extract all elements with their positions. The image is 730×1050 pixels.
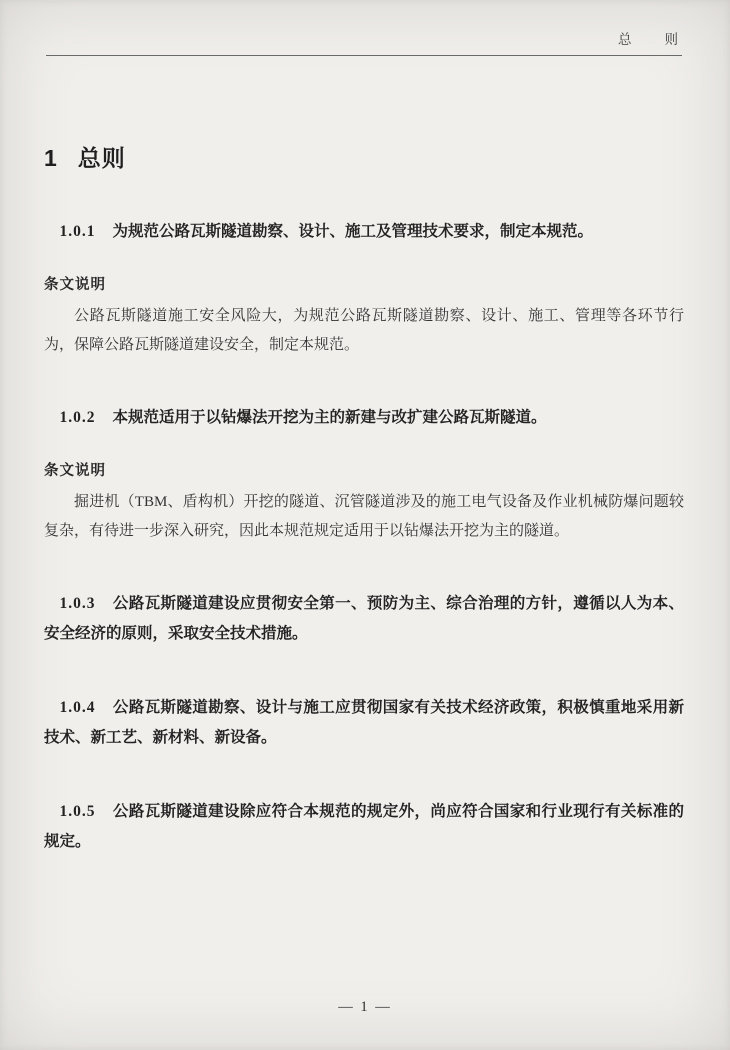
clause-section-1-0-5 [44, 797, 684, 857]
clause-section-1-0-2 [44, 403, 684, 545]
clause-number: 1.0.4 [59, 699, 96, 716]
clause-text: 本规范适用于以钻爆法开挖为主的新建与改扩建公路瓦斯隧道。 [112, 409, 547, 426]
chapter-number: 1 [44, 145, 58, 171]
note-label: 条文说明 [44, 277, 106, 293]
running-header [44, 28, 684, 55]
clause-paragraph [44, 403, 684, 433]
clause-number: 1.0.2 [59, 409, 96, 426]
running-header-text: 总 则 [618, 32, 680, 47]
clause-text: 为规范公路瓦斯隧道勘察、设计、施工及管理技术要求，制定本规范。 [112, 223, 594, 240]
chapter-heading [44, 140, 684, 173]
header-rule [46, 55, 682, 56]
clause-paragraph [44, 589, 684, 649]
note-text: 公路瓦斯隧道施工安全风险大，为规范公路瓦斯隧道勘察、设计、施工、管理等各环节行为，保障公路瓦斯隧道建设安全，制定本规范。 [44, 308, 684, 353]
clause-paragraph [44, 217, 684, 247]
chapter-title: 总则 [77, 145, 126, 171]
note-text: 掘进机（TBM、盾构机）开挖的隧道、沉管隧道涉及的施工电气设备及作业机械防爆问题较复杂，有待进一步深入研究，因此本规范规定适用于以钻爆法开挖为主的隧道。 [44, 494, 684, 539]
clause-paragraph [44, 797, 684, 857]
clause-paragraph [44, 693, 684, 753]
clause-number: 1.0.3 [59, 595, 96, 612]
clause-section-1-0-4 [44, 693, 684, 753]
clause-section-1-0-3 [44, 589, 684, 649]
clause-text: 公路瓦斯隧道建设应贯彻安全第一、预防为主、综合治理的方针，遵循以人为本、安全经济的原则，采取安全技术措施。 [44, 595, 684, 642]
clause-number: 1.0.1 [59, 223, 96, 240]
clause-number: 1.0.5 [59, 803, 96, 820]
clause-section-1-0-1 [44, 217, 684, 359]
clause-text: 公路瓦斯隧道建设除应符合本规范的规定外，尚应符合国家和行业现行有关标准的规定。 [44, 803, 684, 850]
page-number: — 1 — [338, 999, 392, 1015]
clause-text: 公路瓦斯隧道勘察、设计与施工应贯彻国家有关技术经济政策，积极慎重地采用新技术、新工艺、新材料、新设备。 [44, 699, 684, 746]
note-label: 条文说明 [44, 463, 106, 479]
